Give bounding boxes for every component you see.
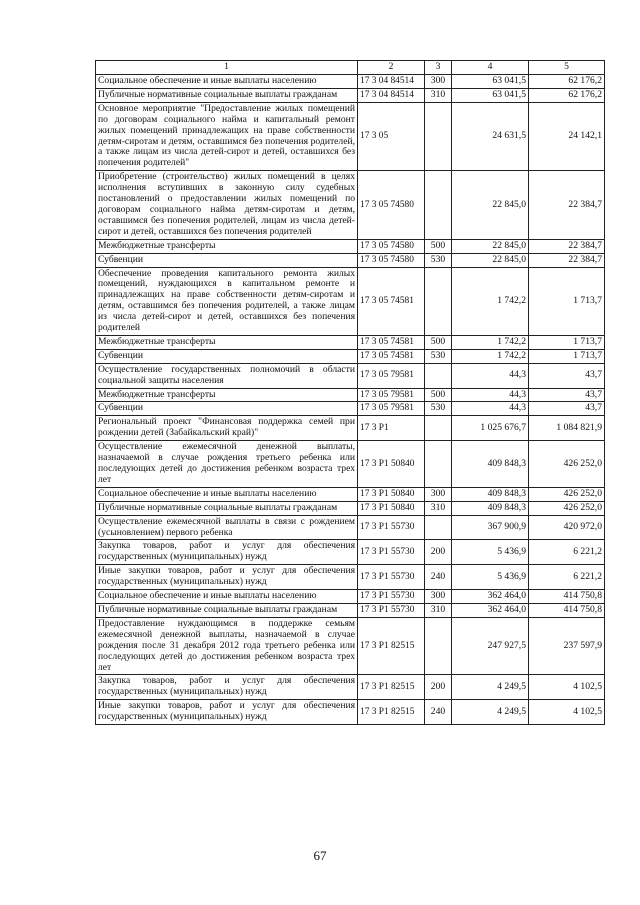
row-code-cell: 17 3 05 74580 xyxy=(358,239,425,253)
row-value-1-cell: 22 845,0 xyxy=(452,253,529,267)
table-row xyxy=(96,363,605,388)
table-row xyxy=(96,603,605,617)
table-row xyxy=(96,416,605,441)
row-value-2-cell: 4 102,5 xyxy=(529,675,605,700)
row-name-cell: Публичные нормативные социальные выплаты гражданам xyxy=(96,603,358,617)
row-value-1-cell: 44,3 xyxy=(452,388,529,402)
table-row xyxy=(96,515,605,540)
row-code-cell: 17 3 P1 50840 xyxy=(358,501,425,515)
row-value-1-cell: 63 041,5 xyxy=(452,88,529,102)
column-header-code: 2 xyxy=(358,61,425,75)
row-value-2-cell: 22 384,7 xyxy=(529,239,605,253)
table-row xyxy=(96,590,605,604)
row-value-2-cell: 22 384,7 xyxy=(529,171,605,239)
row-expense-type-cell: 200 xyxy=(425,540,452,565)
row-value-1-cell: 5 436,9 xyxy=(452,540,529,565)
table-row xyxy=(96,239,605,253)
row-name-cell: Межбюджетные трансферты xyxy=(96,335,358,349)
row-code-cell: 17 3 05 79581 xyxy=(358,363,425,388)
table-row xyxy=(96,540,605,565)
row-name-cell: Социальное обеспечение и иные выплаты населению xyxy=(96,487,358,501)
row-code-cell: 17 3 P1 xyxy=(358,416,425,441)
row-expense-type-cell: 240 xyxy=(425,565,452,590)
row-code-cell: 17 3 P1 82515 xyxy=(358,617,425,675)
row-expense-type-cell: 310 xyxy=(425,603,452,617)
row-name-cell: Иные закупки товаров, работ и услуг для обеспечения государственных (муниципальных) нужд xyxy=(96,565,358,590)
row-value-1-cell: 63 041,5 xyxy=(452,75,529,89)
row-expense-type-cell: 310 xyxy=(425,501,452,515)
row-code-cell: 17 3 P1 55730 xyxy=(358,590,425,604)
row-value-2-cell: 426 252,0 xyxy=(529,501,605,515)
table-row xyxy=(96,349,605,363)
row-value-1-cell: 409 848,3 xyxy=(452,441,529,488)
row-value-1-cell: 1 742,2 xyxy=(452,349,529,363)
column-header-vr: 3 xyxy=(425,61,452,75)
row-value-2-cell: 1 713,7 xyxy=(529,335,605,349)
column-header-value-2: 5 xyxy=(529,61,605,75)
table-row xyxy=(96,171,605,239)
row-expense-type-cell xyxy=(425,171,452,239)
row-expense-type-cell: 300 xyxy=(425,590,452,604)
row-expense-type-cell: 500 xyxy=(425,388,452,402)
column-header-value-1: 4 xyxy=(452,61,529,75)
row-name-cell: Социальное обеспечение и иные выплаты населению xyxy=(96,75,358,89)
row-code-cell: 17 3 P1 82515 xyxy=(358,675,425,700)
row-value-1-cell: 22 845,0 xyxy=(452,171,529,239)
row-name-cell: Осуществление государственных полномочий в области социальной защиты населения xyxy=(96,363,358,388)
row-name-cell: Субвенции xyxy=(96,253,358,267)
row-value-1-cell: 24 631,5 xyxy=(452,102,529,170)
row-value-1-cell: 4 249,5 xyxy=(452,700,529,725)
row-expense-type-cell: 530 xyxy=(425,402,452,416)
row-value-2-cell: 4 102,5 xyxy=(529,700,605,725)
table-row xyxy=(96,565,605,590)
row-expense-type-cell xyxy=(425,267,452,335)
table-row xyxy=(96,75,605,89)
row-name-cell: Закупка товаров, работ и услуг для обеспечения государственных (муниципальных) нужд xyxy=(96,540,358,565)
row-value-2-cell: 1 713,7 xyxy=(529,267,605,335)
row-value-1-cell: 247 927,5 xyxy=(452,617,529,675)
table-row xyxy=(96,267,605,335)
row-expense-type-cell: 500 xyxy=(425,335,452,349)
row-value-2-cell: 426 252,0 xyxy=(529,487,605,501)
row-expense-type-cell xyxy=(425,102,452,170)
row-code-cell: 17 3 P1 55730 xyxy=(358,515,425,540)
table-row xyxy=(96,700,605,725)
row-expense-type-cell xyxy=(425,363,452,388)
row-value-1-cell: 362 464,0 xyxy=(452,603,529,617)
table-row xyxy=(96,102,605,170)
row-name-cell: Социальное обеспечение и иные выплаты населению xyxy=(96,590,358,604)
row-code-cell: 17 3 05 74580 xyxy=(358,171,425,239)
row-expense-type-cell xyxy=(425,441,452,488)
row-value-2-cell: 62 176,2 xyxy=(529,88,605,102)
row-code-cell: 17 3 05 74581 xyxy=(358,335,425,349)
row-code-cell: 17 3 P1 82515 xyxy=(358,700,425,725)
table-row xyxy=(96,487,605,501)
row-name-cell: Субвенции xyxy=(96,349,358,363)
row-value-2-cell: 1 084 821,9 xyxy=(529,416,605,441)
row-value-2-cell: 426 252,0 xyxy=(529,441,605,488)
row-name-cell: Межбюджетные трансферты xyxy=(96,239,358,253)
row-value-1-cell: 362 464,0 xyxy=(452,590,529,604)
table-body xyxy=(96,75,605,725)
row-value-2-cell: 43,7 xyxy=(529,363,605,388)
row-code-cell: 17 3 04 84514 xyxy=(358,88,425,102)
budget-table xyxy=(95,60,605,725)
row-code-cell: 17 3 05 74581 xyxy=(358,267,425,335)
row-name-cell: Предоставление нуждающимся в поддержке семьям ежемесячной денежной выплаты, назначаемой в случае рождения после 31 декабря 2012 года третьего ребенка или последующих детей до достижения ребенком возраста трех лет xyxy=(96,617,358,675)
row-code-cell: 17 3 05 79581 xyxy=(358,402,425,416)
table-header-row xyxy=(96,61,605,75)
row-expense-type-cell: 500 xyxy=(425,239,452,253)
row-value-2-cell: 414 750,8 xyxy=(529,590,605,604)
row-name-cell: Публичные нормативные социальные выплаты гражданам xyxy=(96,501,358,515)
row-value-1-cell: 409 848,3 xyxy=(452,487,529,501)
row-expense-type-cell: 240 xyxy=(425,700,452,725)
row-name-cell: Осуществление ежемесячной выплаты в связи с рождением (усыновлением) первого ребенка xyxy=(96,515,358,540)
row-code-cell: 17 3 05 74580 xyxy=(358,253,425,267)
row-value-2-cell: 1 713,7 xyxy=(529,349,605,363)
row-value-2-cell: 62 176,2 xyxy=(529,75,605,89)
row-code-cell: 17 3 P1 55730 xyxy=(358,603,425,617)
row-expense-type-cell: 300 xyxy=(425,75,452,89)
row-value-2-cell: 6 221,2 xyxy=(529,565,605,590)
row-code-cell: 17 3 P1 50840 xyxy=(358,441,425,488)
row-code-cell: 17 3 05 74581 xyxy=(358,349,425,363)
row-value-2-cell: 24 142,1 xyxy=(529,102,605,170)
row-expense-type-cell: 300 xyxy=(425,487,452,501)
table-row xyxy=(96,335,605,349)
row-value-1-cell: 4 249,5 xyxy=(452,675,529,700)
row-value-2-cell: 43,7 xyxy=(529,388,605,402)
row-value-1-cell: 1 025 676,7 xyxy=(452,416,529,441)
row-code-cell: 17 3 05 xyxy=(358,102,425,170)
row-name-cell: Региональный проект "Финансовая поддержка семей при рождении детей (Забайкальский край)" xyxy=(96,416,358,441)
row-name-cell: Осуществление ежемесячной денежной выплаты, назначаемой в случае рождения третьего ребенка или последующих детей до достижения ребенком возраста трех лет xyxy=(96,441,358,488)
row-code-cell: 17 3 P1 55730 xyxy=(358,540,425,565)
row-name-cell: Публичные нормативные социальные выплаты гражданам xyxy=(96,88,358,102)
row-value-2-cell: 414 750,8 xyxy=(529,603,605,617)
row-value-2-cell: 6 221,2 xyxy=(529,540,605,565)
row-value-1-cell: 5 436,9 xyxy=(452,565,529,590)
row-value-2-cell: 237 597,9 xyxy=(529,617,605,675)
row-value-1-cell: 1 742,2 xyxy=(452,335,529,349)
row-value-1-cell: 22 845,0 xyxy=(452,239,529,253)
row-value-1-cell: 44,3 xyxy=(452,402,529,416)
row-value-2-cell: 22 384,7 xyxy=(529,253,605,267)
table-row xyxy=(96,441,605,488)
row-name-cell: Обеспечение проведения капитального ремонта жилых помещений, нуждающихся в капитальном ремонте и принадлежащих на праве собственности детям-сиротам и детям, оставшимся без попечения родителей, а также лицам из числа детей-сирот и детей, оставшихся без попечения родителей xyxy=(96,267,358,335)
row-expense-type-cell: 530 xyxy=(425,349,452,363)
row-name-cell: Приобретение (строительство) жилых помещений в целях исполнения вступивших в законную силу судебных постановлений о предоставлении жилых помещений по договорам социального найма детям-сиротам и детям, оставшимся без попечения родителей, лицам из числа детей-сирот и детей, оставшихся без попечения родителей xyxy=(96,171,358,239)
table-row xyxy=(96,402,605,416)
row-expense-type-cell: 200 xyxy=(425,675,452,700)
row-expense-type-cell xyxy=(425,416,452,441)
table-row xyxy=(96,388,605,402)
row-name-cell: Межбюджетные трансферты xyxy=(96,388,358,402)
row-expense-type-cell: 530 xyxy=(425,253,452,267)
row-value-1-cell: 44,3 xyxy=(452,363,529,388)
row-value-1-cell: 409 848,3 xyxy=(452,501,529,515)
row-code-cell: 17 3 P1 55730 xyxy=(358,565,425,590)
row-value-1-cell: 367 900,9 xyxy=(452,515,529,540)
table-row xyxy=(96,675,605,700)
row-expense-type-cell xyxy=(425,515,452,540)
table-row xyxy=(96,501,605,515)
row-code-cell: 17 3 P1 50840 xyxy=(358,487,425,501)
row-name-cell: Иные закупки товаров, работ и услуг для обеспечения государственных (муниципальных) нужд xyxy=(96,700,358,725)
column-header-name: 1 xyxy=(96,61,358,75)
row-expense-type-cell xyxy=(425,617,452,675)
row-value-2-cell: 420 972,0 xyxy=(529,515,605,540)
row-value-2-cell: 43,7 xyxy=(529,402,605,416)
row-code-cell: 17 3 04 84514 xyxy=(358,75,425,89)
row-name-cell: Закупка товаров, работ и услуг для обеспечения государственных (муниципальных) нужд xyxy=(96,675,358,700)
table-row xyxy=(96,617,605,675)
page-number: 67 xyxy=(313,848,327,863)
row-expense-type-cell: 310 xyxy=(425,88,452,102)
table-row xyxy=(96,253,605,267)
row-code-cell: 17 3 05 79581 xyxy=(358,388,425,402)
row-name-cell: Основное мероприятие "Предоставление жилых помещений по договорам социального найма и капитальный ремонт жилых помещений принадлежащих на праве собственности детям-сиротам и детям, оставшимся без попечения родителей, а также лицам из числа детей-сирот и детей, оставшихся без попечения родителей" xyxy=(96,102,358,170)
table-row xyxy=(96,88,605,102)
row-value-1-cell: 1 742,2 xyxy=(452,267,529,335)
row-name-cell: Субвенции xyxy=(96,402,358,416)
